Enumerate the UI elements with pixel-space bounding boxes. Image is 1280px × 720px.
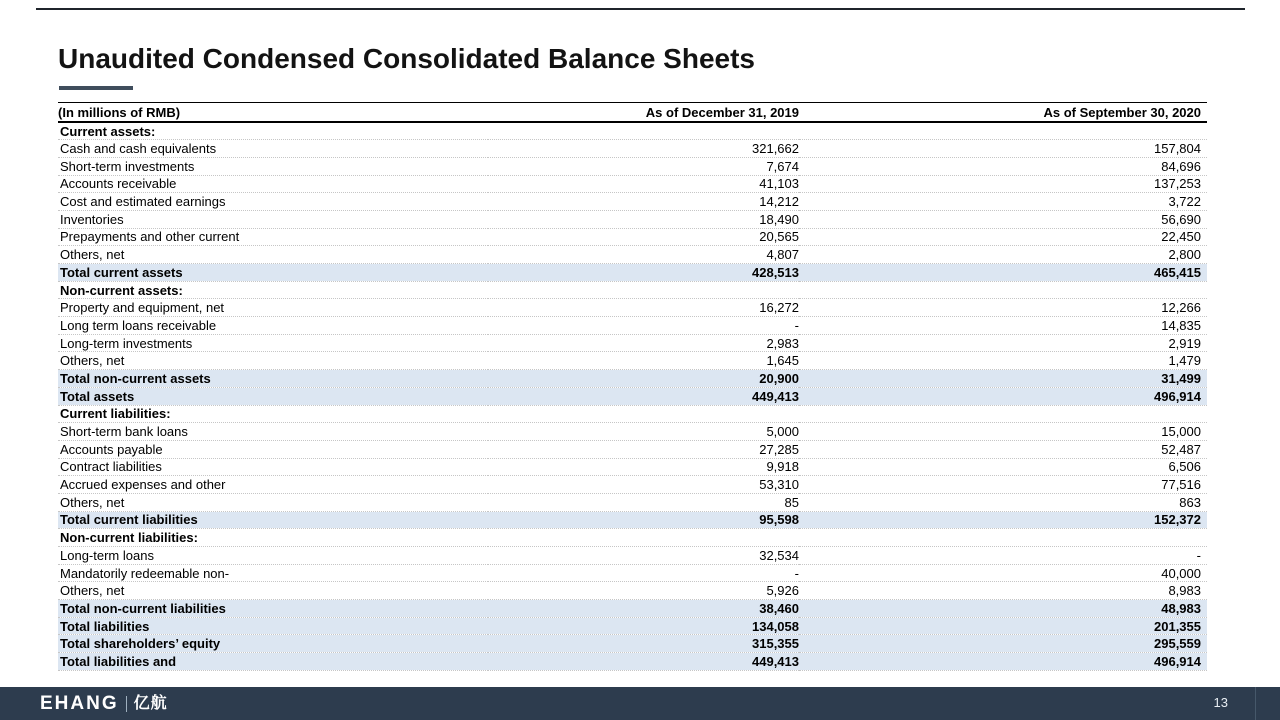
footer-bar [0, 687, 1280, 720]
table-row-item [58, 193, 1207, 211]
table-row-item [58, 317, 1207, 335]
unit-label: (In millions of RMB) [58, 103, 488, 123]
table-row-total [58, 635, 1207, 653]
row-label: Prepayments and other current [58, 228, 488, 246]
value-sep-2020: 496,914 [799, 653, 1207, 671]
value-dec-2019: 20,565 [488, 228, 799, 246]
page-title: Unaudited Condensed Consolidated Balance Sheets [58, 43, 756, 74]
value-dec-2019: 7,674 [488, 157, 799, 175]
value-dec-2019: 41,103 [488, 175, 799, 193]
row-label: Current assets: [58, 122, 488, 140]
logo-separator [126, 696, 127, 712]
row-label: Accounts payable [58, 440, 488, 458]
value-sep-2020: - [799, 547, 1207, 565]
value-sep-2020 [799, 405, 1207, 423]
value-dec-2019: 428,513 [488, 264, 799, 282]
balance-sheet-table [58, 102, 1207, 671]
value-dec-2019: 5,000 [488, 423, 799, 441]
ehang-logo [40, 692, 168, 715]
table-row-total [58, 370, 1207, 388]
value-dec-2019: 14,212 [488, 193, 799, 211]
row-label: Contract liabilities [58, 458, 488, 476]
value-sep-2020: 14,835 [799, 317, 1207, 335]
table-row-item [58, 334, 1207, 352]
table-row-item [58, 493, 1207, 511]
table-row-item [58, 582, 1207, 600]
table-row-item [58, 140, 1207, 158]
row-label: Short-term bank loans [58, 423, 488, 441]
table-row-total [58, 387, 1207, 405]
column-header-sep-2020: As of September 30, 2020 [799, 103, 1207, 123]
value-sep-2020: 84,696 [799, 157, 1207, 175]
table-row-total [58, 617, 1207, 635]
value-dec-2019: 321,662 [488, 140, 799, 158]
row-label: Total non-current liabilities [58, 600, 488, 618]
value-dec-2019: - [488, 564, 799, 582]
row-label: Inventories [58, 210, 488, 228]
value-dec-2019: 9,918 [488, 458, 799, 476]
value-dec-2019: 85 [488, 493, 799, 511]
row-label: Cost and estimated earnings [58, 193, 488, 211]
value-sep-2020: 31,499 [799, 370, 1207, 388]
row-label: Accrued expenses and other [58, 476, 488, 494]
value-dec-2019 [488, 529, 799, 547]
row-label: Others, net [58, 582, 488, 600]
row-label: Current liabilities: [58, 405, 488, 423]
row-label: Others, net [58, 246, 488, 264]
value-sep-2020 [799, 529, 1207, 547]
table-row-section [58, 405, 1207, 423]
table-row-item [58, 175, 1207, 193]
table-row-section [58, 281, 1207, 299]
row-label: Non-current liabilities: [58, 529, 488, 547]
table-row-item [58, 352, 1207, 370]
row-label: Total liabilities [58, 617, 488, 635]
value-dec-2019: 32,534 [488, 547, 799, 565]
value-dec-2019: 1,645 [488, 352, 799, 370]
value-sep-2020: 295,559 [799, 635, 1207, 653]
row-label: Total non-current assets [58, 370, 488, 388]
row-label: Long-term loans [58, 547, 488, 565]
value-sep-2020: 1,479 [799, 352, 1207, 370]
row-label: Long-term investments [58, 334, 488, 352]
value-dec-2019: 449,413 [488, 387, 799, 405]
value-sep-2020: 496,914 [799, 387, 1207, 405]
value-sep-2020: 152,372 [799, 511, 1207, 529]
value-sep-2020: 15,000 [799, 423, 1207, 441]
value-sep-2020: 22,450 [799, 228, 1207, 246]
value-sep-2020: 465,415 [799, 264, 1207, 282]
ehang-logo-chinese: 亿航 [133, 695, 168, 712]
row-label: Non-current assets: [58, 281, 488, 299]
row-label: Total shareholders’ equity [58, 635, 488, 653]
table-row-item [58, 210, 1207, 228]
value-sep-2020 [799, 122, 1207, 140]
value-sep-2020: 3,722 [799, 193, 1207, 211]
value-dec-2019: 16,272 [488, 299, 799, 317]
row-label: Total assets [58, 387, 488, 405]
value-sep-2020: 137,253 [799, 175, 1207, 193]
value-dec-2019: 95,598 [488, 511, 799, 529]
row-label: Others, net [58, 493, 488, 511]
value-dec-2019: 2,983 [488, 334, 799, 352]
table-row-total [58, 653, 1207, 671]
row-label: Total current assets [58, 264, 488, 282]
top-rule-line [36, 8, 1245, 10]
column-header-dec-2019: As of December 31, 2019 [488, 103, 799, 123]
value-dec-2019: 134,058 [488, 617, 799, 635]
row-label: Property and equipment, net [58, 299, 488, 317]
row-label: Long term loans receivable [58, 317, 488, 335]
value-dec-2019: 315,355 [488, 635, 799, 653]
table-row-item [58, 423, 1207, 441]
table-row-section [58, 529, 1207, 547]
value-sep-2020: 52,487 [799, 440, 1207, 458]
table-row-section [58, 122, 1207, 140]
value-dec-2019: 4,807 [488, 246, 799, 264]
table-body [58, 122, 1207, 670]
table-row-item [58, 299, 1207, 317]
value-dec-2019 [488, 405, 799, 423]
table-row-item [58, 440, 1207, 458]
row-label: Accounts receivable [58, 175, 488, 193]
value-sep-2020: 2,800 [799, 246, 1207, 264]
row-label: Cash and cash equivalents [58, 140, 488, 158]
value-sep-2020: 8,983 [799, 582, 1207, 600]
table-header-row [58, 103, 1207, 123]
value-dec-2019: 20,900 [488, 370, 799, 388]
value-sep-2020: 40,000 [799, 564, 1207, 582]
value-dec-2019: 449,413 [488, 653, 799, 671]
page-number: 13 [1213, 695, 1228, 710]
title-accent-underline [59, 86, 133, 90]
value-sep-2020: 201,355 [799, 617, 1207, 635]
value-dec-2019: 38,460 [488, 600, 799, 618]
value-sep-2020: 77,516 [799, 476, 1207, 494]
table-row-item [58, 458, 1207, 476]
row-label: Others, net [58, 352, 488, 370]
value-dec-2019: 18,490 [488, 210, 799, 228]
table-row-item [58, 157, 1207, 175]
table-row-total [58, 511, 1207, 529]
row-label: Mandatorily redeemable non- [58, 564, 488, 582]
value-sep-2020: 157,804 [799, 140, 1207, 158]
row-label: Total liabilities and [58, 653, 488, 671]
value-sep-2020: 56,690 [799, 210, 1207, 228]
value-dec-2019: 5,926 [488, 582, 799, 600]
row-label: Total current liabilities [58, 511, 488, 529]
value-dec-2019: - [488, 317, 799, 335]
table-row-total [58, 600, 1207, 618]
value-dec-2019 [488, 122, 799, 140]
table-row-item [58, 246, 1207, 264]
value-sep-2020: 12,266 [799, 299, 1207, 317]
row-label: Short-term investments [58, 157, 488, 175]
value-dec-2019: 53,310 [488, 476, 799, 494]
value-sep-2020: 863 [799, 493, 1207, 511]
table-row-total [58, 264, 1207, 282]
table-row-item [58, 547, 1207, 565]
ehang-logo-text: EHANG [40, 693, 119, 714]
value-sep-2020: 48,983 [799, 600, 1207, 618]
value-dec-2019: 27,285 [488, 440, 799, 458]
value-sep-2020: 6,506 [799, 458, 1207, 476]
table-row-item [58, 228, 1207, 246]
value-sep-2020 [799, 281, 1207, 299]
table-row-item [58, 476, 1207, 494]
value-sep-2020: 2,919 [799, 334, 1207, 352]
footer-edge-divider [1255, 687, 1256, 720]
table-row-item [58, 564, 1207, 582]
value-dec-2019 [488, 281, 799, 299]
